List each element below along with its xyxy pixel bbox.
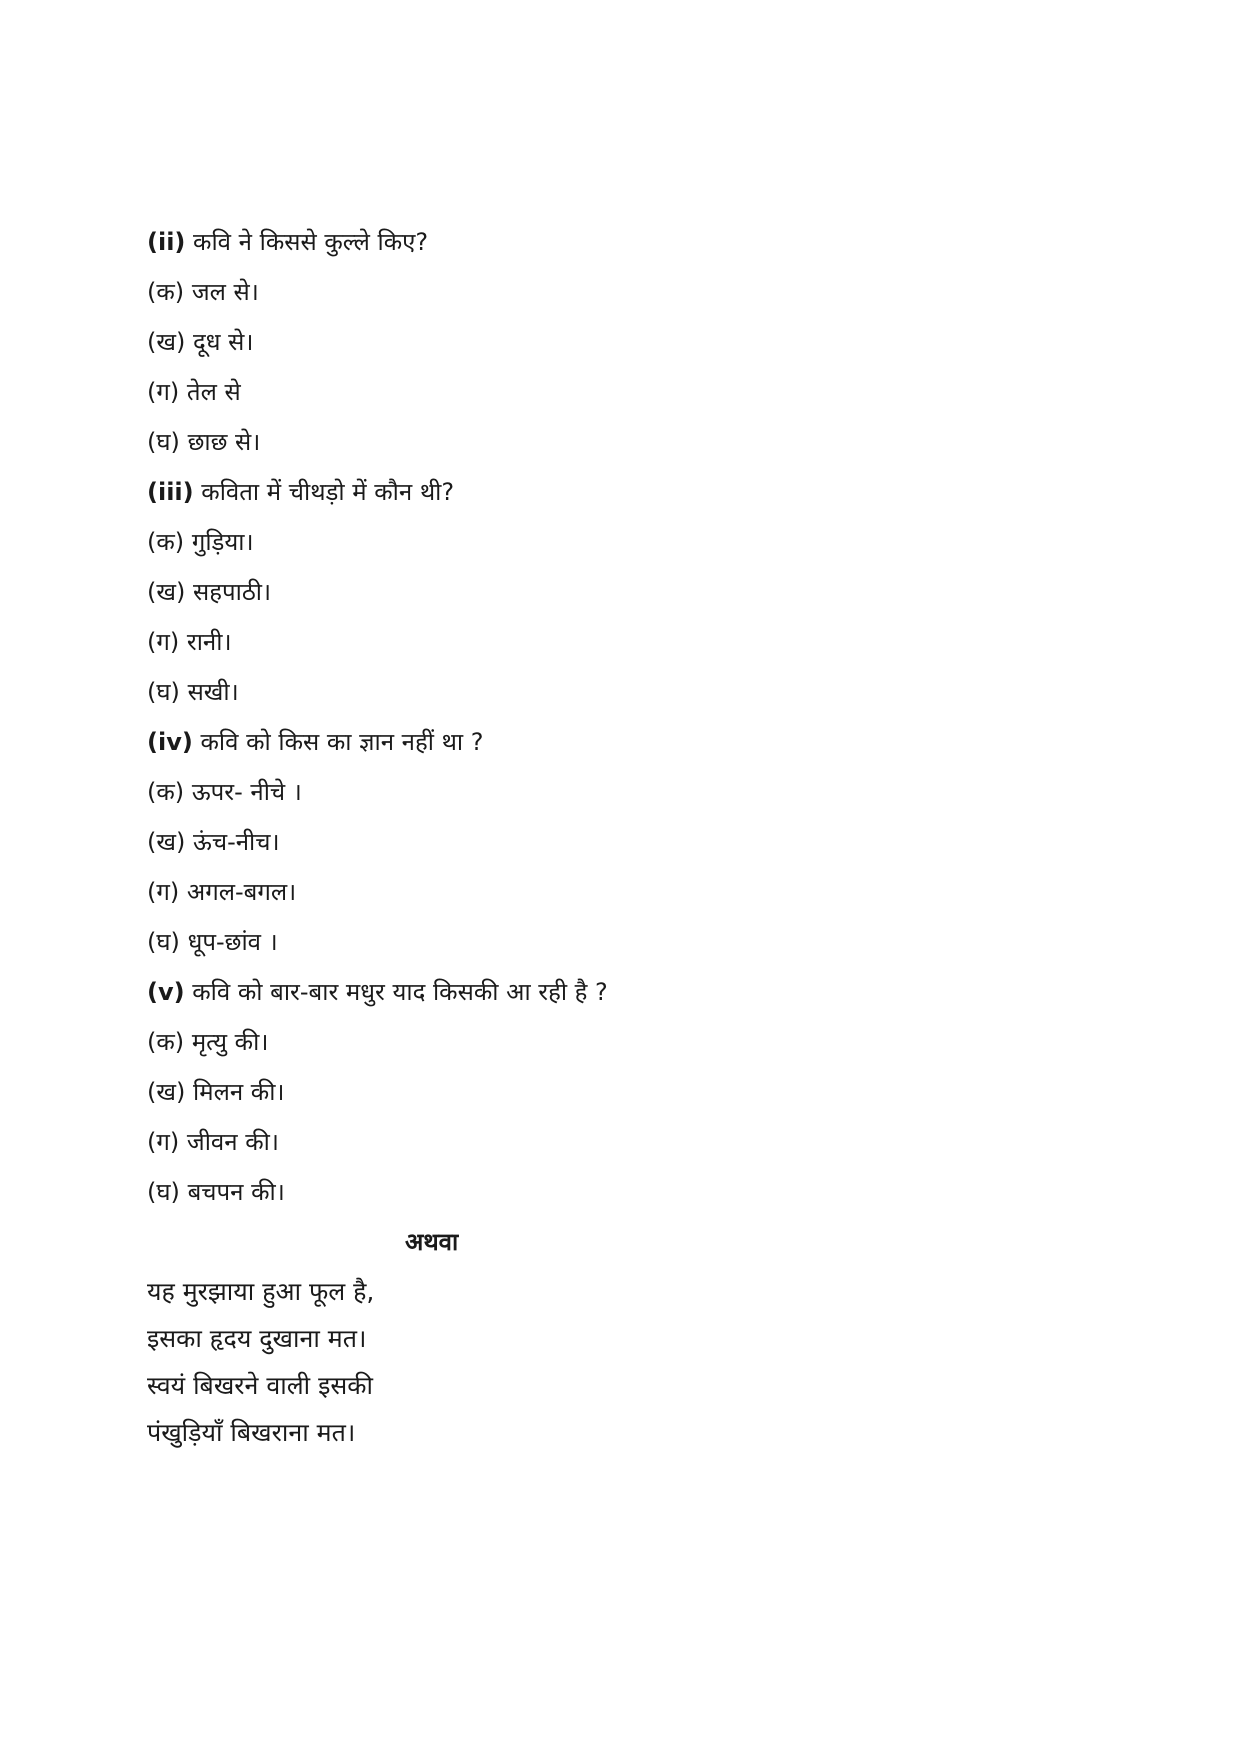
question-ii bbox=[147, 226, 428, 258]
option-item bbox=[147, 526, 254, 558]
option-item bbox=[147, 326, 253, 358]
question-text: कवि को किस का ज्ञान नहीं था ? bbox=[200, 728, 484, 756]
question-v bbox=[147, 976, 608, 1008]
option-item bbox=[147, 1026, 268, 1058]
option-label: (घ) bbox=[147, 1178, 180, 1206]
option-label: (ग) bbox=[147, 878, 180, 906]
question-text: कवि ने किससे कुल्ले किए? bbox=[193, 228, 429, 256]
option-label: (ख) bbox=[147, 1078, 186, 1106]
option-item bbox=[147, 926, 278, 958]
option-item bbox=[147, 1076, 285, 1108]
option-text: मिलन की। bbox=[193, 1078, 285, 1106]
option-text: दूध से। bbox=[193, 328, 254, 356]
question-text: कवि को बार-बार मधुर याद किसकी आ रही है ? bbox=[192, 978, 608, 1006]
question-number: (iii) bbox=[147, 478, 194, 506]
question-number: (v) bbox=[147, 978, 185, 1006]
or-heading: अथवा bbox=[405, 1228, 459, 1256]
option-label: (क) bbox=[147, 1028, 185, 1056]
option-label: (ख) bbox=[147, 828, 186, 856]
option-text: धूप-छांव । bbox=[187, 928, 278, 956]
option-item bbox=[147, 576, 271, 608]
poem-line: पंखुड़ियाँ बिखराना मत। bbox=[147, 1418, 356, 1447]
option-text: बचपन की। bbox=[187, 1178, 285, 1206]
option-label: (घ) bbox=[147, 428, 180, 456]
option-item bbox=[147, 376, 241, 408]
question-text: कविता में चीथड़ो में कौन थी? bbox=[201, 478, 455, 506]
option-label: (क) bbox=[147, 528, 185, 556]
option-item bbox=[147, 276, 259, 308]
option-text: तेल से bbox=[186, 378, 241, 406]
option-text: सहपाठी। bbox=[193, 578, 272, 606]
option-text: जीवन की। bbox=[186, 1128, 279, 1156]
poem-line: यह मुरझाया हुआ फूल है, bbox=[147, 1277, 375, 1306]
option-text: जल से। bbox=[191, 278, 259, 306]
question-number: (iv) bbox=[147, 728, 193, 756]
option-item bbox=[147, 676, 239, 708]
option-item bbox=[147, 626, 232, 658]
option-text: छाछ से। bbox=[187, 428, 261, 456]
option-label: (घ) bbox=[147, 928, 180, 956]
option-text: अगल-बगल। bbox=[186, 878, 297, 906]
option-label: (ग) bbox=[147, 628, 180, 656]
question-iv bbox=[147, 726, 484, 758]
option-label: (क) bbox=[147, 278, 185, 306]
poem-line: स्वयं बिखरने वाली इसकी bbox=[147, 1371, 373, 1400]
option-label: (ख) bbox=[147, 328, 186, 356]
option-text: रानी। bbox=[186, 628, 232, 656]
option-text: ऊपर- नीचे । bbox=[191, 778, 302, 806]
option-item bbox=[147, 426, 260, 458]
option-item bbox=[147, 876, 296, 908]
option-item bbox=[147, 826, 280, 858]
option-label: (ग) bbox=[147, 378, 180, 406]
option-item bbox=[147, 1176, 285, 1208]
option-item bbox=[147, 776, 302, 808]
option-text: ऊंच-नीच। bbox=[193, 828, 280, 856]
option-label: (ग) bbox=[147, 1128, 180, 1156]
option-item bbox=[147, 1126, 279, 1158]
option-text: गुड़िया। bbox=[191, 528, 254, 556]
option-label: (ख) bbox=[147, 578, 186, 606]
option-label: (घ) bbox=[147, 678, 180, 706]
question-iii bbox=[147, 476, 454, 508]
question-number: (ii) bbox=[147, 228, 186, 256]
option-text: मृत्यु की। bbox=[191, 1028, 269, 1056]
poem-line: इसका हृदय दुखाना मत। bbox=[147, 1324, 367, 1353]
option-text: सखी। bbox=[187, 678, 239, 706]
option-label: (क) bbox=[147, 778, 185, 806]
